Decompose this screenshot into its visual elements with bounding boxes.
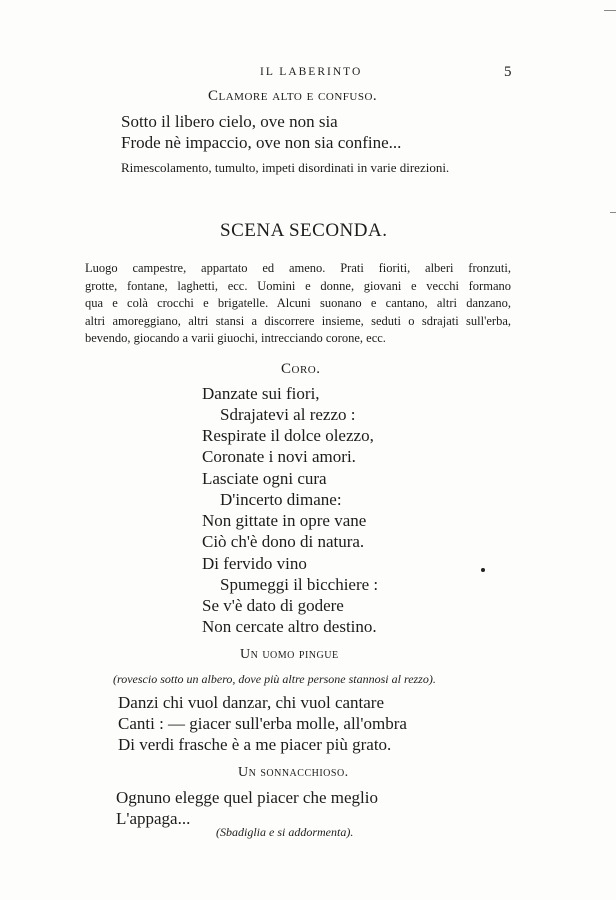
- speaker-uomo-pingue: Un uomo pingue: [240, 647, 339, 662]
- verse-line: Di verdi frasche è a me piacer più grato.: [118, 735, 392, 754]
- verse-block: [118, 692, 407, 755]
- verse-line: Frode nè impaccio, ove non sia confine...: [121, 133, 402, 152]
- verse-block: [116, 787, 378, 829]
- verse-line: Coronate i novi amori.: [202, 447, 356, 466]
- verse-line: Se v'è dato di godere: [202, 596, 344, 615]
- verse-line: Ciò ch'è dono di natura.: [202, 532, 365, 551]
- verse-line: Danzi chi vuol danzar, chi vuol cantare: [118, 693, 385, 712]
- running-title: IL LABERINTO: [260, 66, 363, 78]
- verse-line: Spumeggi il bicchiere :: [220, 575, 379, 594]
- verse-line: Di fervido vino: [202, 554, 307, 573]
- speaker-sonnacchioso: Un sonnacchioso.: [238, 765, 349, 780]
- ink-speck: [481, 568, 485, 572]
- stanza-2: [202, 468, 366, 552]
- verse-line: L'appaga...: [116, 809, 191, 828]
- verse-line: Non gittate in opre vane: [202, 511, 367, 530]
- verse-line: Canti : — giacer sull'erba molle, all'ombra: [118, 714, 407, 733]
- stage-line: grotte, fontane, laghetti, ecc. Uomini e donne, giovani e vecchi formano: [85, 278, 511, 293]
- scan-edge-mark: [604, 10, 616, 11]
- scene-title: SCENA SECONDA.: [220, 220, 388, 241]
- page-number: 5: [504, 64, 512, 80]
- verse-line: Sotto il libero cielo, ove non sia: [121, 112, 338, 131]
- stage-note: (rovescio sotto un albero, dove più altre persone stannosi al rezzo).: [113, 672, 436, 686]
- speaker-clamore: Clamore alto e confuso.: [208, 88, 378, 104]
- stage-direction: [85, 260, 511, 348]
- verse-line: Sdrajatevi al rezzo :: [220, 405, 356, 424]
- verse-line: Danzate sui fiori,: [202, 384, 320, 403]
- verse-line: Non cercate altro destino.: [202, 617, 377, 636]
- verse-line: Respirate il dolce olezzo,: [202, 426, 374, 445]
- stanza-1: [202, 383, 374, 467]
- verse-line: Lasciate ogni cura: [202, 469, 327, 488]
- speaker-coro: Coro.: [281, 361, 321, 377]
- stage-note: (Sbadiglia e si addormenta).: [216, 825, 354, 839]
- scan-edge-mark: [610, 212, 616, 213]
- stanza-3: [202, 553, 378, 637]
- stage-line: qua e colà crocchi e brigatelle. Alcuni suonano e cantano, altri danzano,: [85, 296, 511, 310]
- stage-line: altri amoreggiano, altri stansi a discorrere insieme, seduti o sdrajati sull'erba,: [85, 313, 511, 328]
- verse-line: Ognuno elegge quel piacer che meglio: [116, 788, 378, 807]
- stage-note: Rimescolamento, tumulto, impeti disordinati in varie direzioni.: [121, 160, 450, 175]
- stage-line: bevendo, giocando a varii giuochi, intrecciando corone, ecc.: [85, 331, 386, 345]
- verse-line: D'incerto dimane:: [220, 490, 342, 509]
- stage-line: Luogo campestre, appartato ed ameno. Prati fioriti, alberi fronzuti,: [85, 261, 511, 275]
